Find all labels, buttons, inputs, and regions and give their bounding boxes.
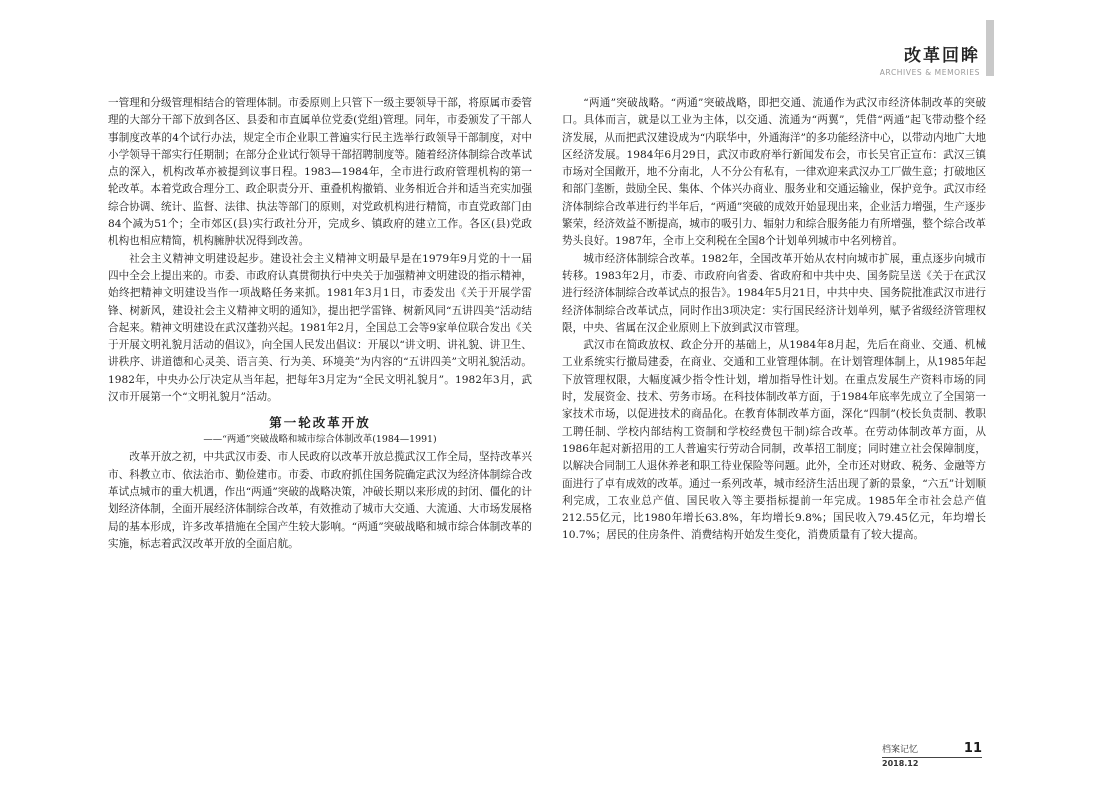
journal-name: 档案记忆 xyxy=(882,745,919,755)
page-footer xyxy=(882,741,982,768)
page-number: 11 xyxy=(963,741,982,756)
issue-date: 2018.12 xyxy=(882,759,919,768)
paragraph: “两通”突破战略。“两通”突破战略，即把交通、流通作为武汉市经济体制改革的突破口。具体而言，就是以工业为主体，以交通、流通为“两翼”，凭借“两通”起飞带动整个经济发展，从而把武汉建设成为“内联华中，外通海洋”的多功能经济中心，以带动内地广大地区经济发展。1984年6月29日，武汉市政府举行新闻发布会，市长吴官正宣布：武汉三镇市场对全国敞开，地不分南北，人不分公有私有，一律欢迎来武汉办工厂做生意；打破地区和部门垄断，鼓励全民、集体、个体兴办商业、服务业和交通运输业，保护竞争。武汉市经济体制综合改革进行约半年后，“两通”突破的成效开始显现出来，企业活力增强，生产逐步繁荣，经济效益不断提高，城市的吸引力、辐射力和综合服务能力有所增强，整个综合改革势头良好。1987年，全市上交利税在全国8个计划单列城市中名列榜首。 xyxy=(562,97,986,248)
paragraph: 改革开放之初，中共武汉市委、市人民政府以改革开放总揽武汉工作全局，坚持改革兴市、科教立市、依法治市、勤俭建市。市委、市政府抓住国务院确定武汉为经济体制综合改革试点城市的重大机遇，作出“两通”突破的战略决策，冲破长期以来形成的封闭、僵化的计划经济体制，全面开展经济体制综合改革，有效推动了城市大交通、大流通、大市场发展格局的基本形成，许多改革措施在全国产生较大影响。“两通”突破战略和城市综合体制改革的实施，标志着武汉改革开放的全面启航。 xyxy=(108,451,532,550)
header-accent-bar xyxy=(986,20,994,76)
column-title: 改革回眸 xyxy=(904,46,980,66)
paragraph: 一管理和分级管理相结合的管理体制。市委原则上只管下一级主要领导干部，将原属市委管理的大部分干部下放到各区、县委和市直属单位党委(党组)管理。同年，市委颁发了干部人事制度改革的4个试行办法，规定全市企业职工普遍实行民主选举行政领导干部制度，对中小学领导干部实行任期制；在部分企业试行领导干部招聘制度等。随着经济体制综合改革试点的深入，机构改革亦被提到议事日程。1983—1984年，全市进行政府管理机构的第一轮改革。本着党政合理分工、政企职责分开、重叠机构撤销、业务相近合并和适当充实加强综合协调、统计、监督、法律、执法等部门的原则，对党政机构进行精简，市直党政部门由84个减为51个；全市郊区(县)实行政社分开，完成乡、镇政府的建立工作。各区(县)党政机构也相应精简，机构臃肿状况得到改善。 xyxy=(108,97,532,248)
page-header xyxy=(872,46,980,78)
paragraph: 城市经济体制综合改革。1982年，全国改革开始从农村向城市扩展，重点逐步向城市转移。1983年2月，市委、市政府向省委、省政府和中共中央、国务院呈送《关于在武汉进行经济体制综合改革试点的报告》。1984年5月21日，中共中央、国务院批准武汉市进行经济体制综合改革试点，同时作出3项决定：实行国民经济计划单列，赋予省级经济管理权限，中央、省属在汉企业原则上下放到武汉市管理。 xyxy=(562,252,986,334)
section-heading: 第一轮改革开放 xyxy=(269,415,371,431)
footer-divider xyxy=(882,757,982,758)
section-subheading: ——“两通”突破战略和城市综合体制改革(1984—1991) xyxy=(203,434,437,446)
left-text-column xyxy=(108,95,532,553)
right-text-column xyxy=(562,95,986,545)
paragraph: 武汉市在简政放权、政企分开的基础上，从1984年8月起，先后在商业、交通、机械工业系统实行撤局建委，在商业、交通和工业管理体制。在计划管理体制上，从1985年起下放管理权限，大幅度减少指令性计划，增加指导性计划。在重点发展生产资料市场的同时，发展资金、技术、劳务市场。在科技体制改革方面，于1984年底率先成立了全国第一家技术市场，以促进技术的商品化。在教育体制改革方面，深化“四制”(校长负责制、教职工聘任制、学校内部结构工资制和学校经费包干制)综合改革。在劳动体制改革方面，从1986年起对新招用的工人普遍实行劳动合同制，改革招工制度；同时建立社会保障制度，以解决合同制工人退休养老和职工待业保险等问题。此外，全市还对财政、税务、金融等方面进行了卓有成效的改革。通过一系列改革，城市经济生活出现了新的景象，“六五”计划顺利完成，工农业总产值、国民收入等主要指标提前一年完成。1985年全市社会总产值212.55亿元，比1980年增长63.8%，年均增长9.8%；国民收入79.45亿元，年均增长10.7%；居民的住房条件、消费结构开始发生变化，消费质量有了较大提高。 xyxy=(562,339,986,542)
column-subtitle: ARCHIVES & MEMORIES xyxy=(879,68,980,77)
paragraph: 社会主义精神文明建设起步。建设社会主义精神文明最早是在1979年9月党的十一届四中全会上提出来的。市委、市政府认真贯彻执行中央关于加强精神文明建设的指示精神，始终把精神文明建设当作一项战略任务来抓。1981年3月1日，市委发出《关于开展学雷锋、树新风，建设社会主义精神文明的通知》，提出把学雷锋、树新风同“五讲四美”活动结合起来。精神文明建设在武汉蓬勃兴起。1981年2月，全国总工会等9家单位联合发出《关于开展文明礼貌月活动的倡议》，向全国人民发出倡议：开展以“讲文明、讲礼貌、讲卫生、讲秩序、讲道德和心灵美、语言美、行为美、环境美”为内容的“五讲四美”文明礼貌活动。1982年，中央办公厅决定从当年起，把每年3月定为“全民文明礼貌月”。1982年3月，武汉市开展第一个“文明礼貌月”活动。 xyxy=(108,252,532,404)
